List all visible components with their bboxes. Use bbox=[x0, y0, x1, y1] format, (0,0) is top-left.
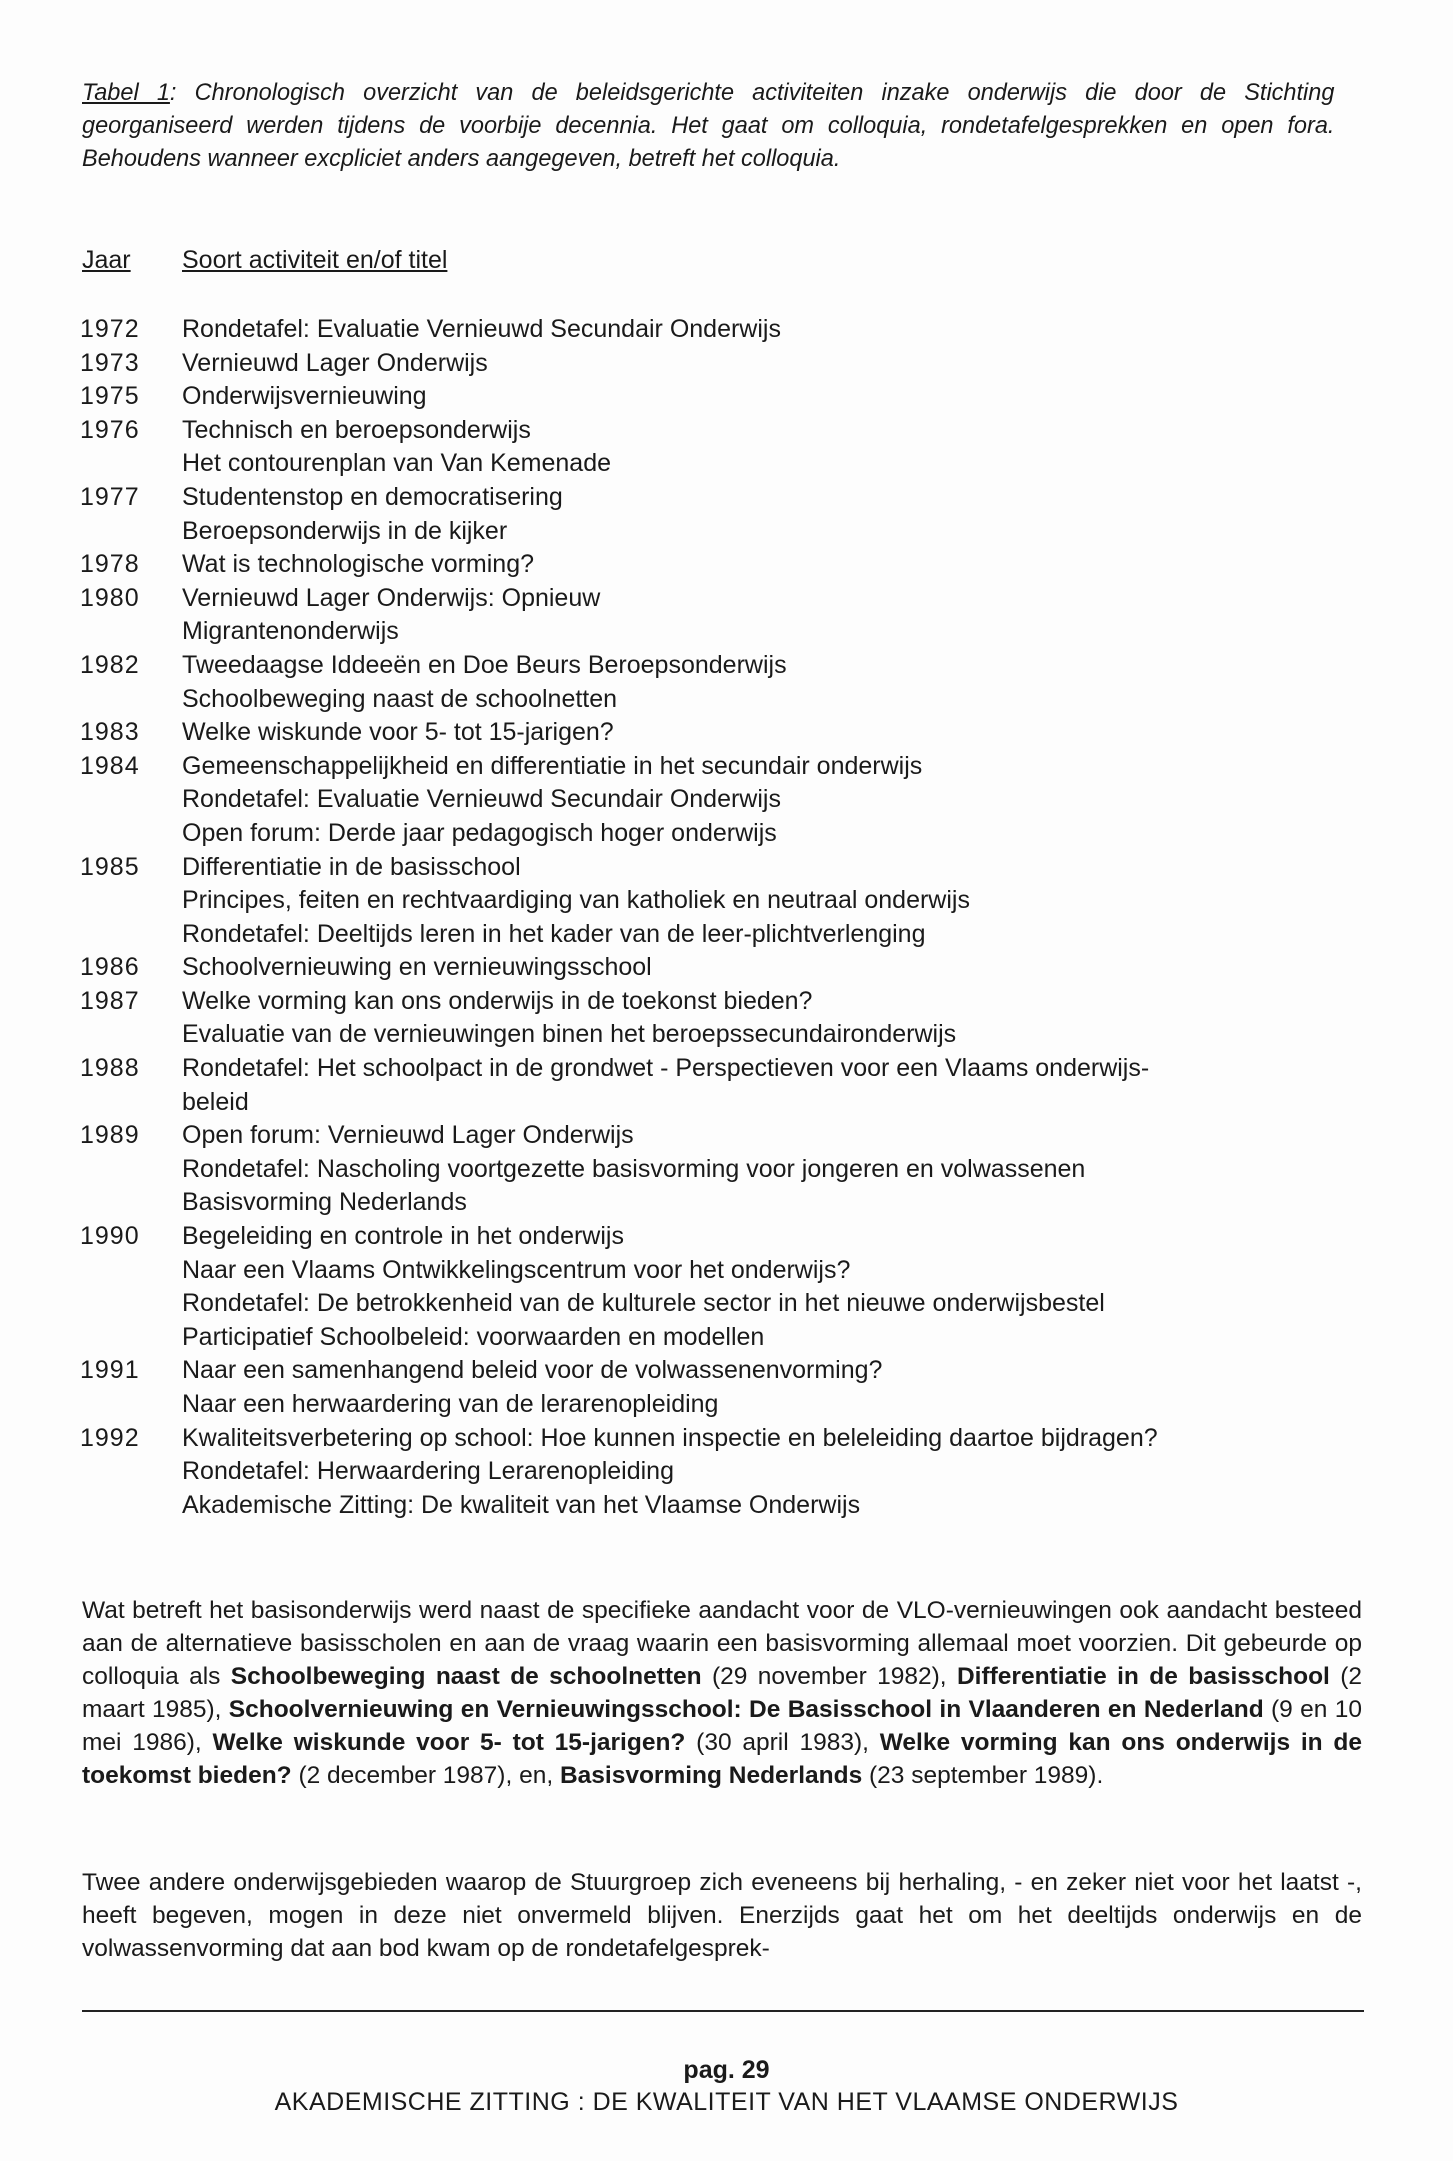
row-year: 1975 bbox=[80, 382, 140, 411]
row-activity: Differentiatie in de basisschool bbox=[182, 852, 521, 881]
row-year: 1983 bbox=[80, 718, 140, 747]
row-year: 1972 bbox=[80, 315, 140, 343]
caption-label: Tabel 1 bbox=[82, 79, 170, 106]
table-row bbox=[80, 1018, 1380, 1052]
row-activity: Onderwijsvernieuwing bbox=[182, 382, 427, 411]
table-row bbox=[80, 1354, 1380, 1388]
table-row bbox=[80, 380, 1380, 414]
row-year: 1989 bbox=[80, 1121, 140, 1150]
colloquium-title: Welke vorming kan ons onderwijs in de toekomst bieden? bbox=[82, 1729, 1363, 1789]
colloquium-title: Differentiatie in de basisschool bbox=[956, 1663, 1330, 1690]
table-row bbox=[80, 951, 1380, 985]
row-year: 1973 bbox=[80, 348, 140, 377]
header-year: Jaar bbox=[82, 246, 131, 274]
paragraph-text: (2 december 1987), en, bbox=[291, 1762, 560, 1789]
table-row bbox=[80, 1086, 1380, 1120]
row-activity: Kwaliteitsverbetering op school: Hoe kunnen inspectie en beleleiding daartoe bijdragen? bbox=[182, 1423, 1158, 1452]
table-row bbox=[80, 1422, 1380, 1456]
row-activity: Akademische Zitting: De kwaliteit van het Vlaamse Onderwijs bbox=[182, 1490, 861, 1519]
row-activity: Naar een Vlaams Ontwikkelingscentrum voor het onderwijs? bbox=[182, 1255, 851, 1284]
paragraph-text: (29 november 1982), bbox=[701, 1663, 957, 1690]
row-year: 1990 bbox=[80, 1222, 140, 1251]
colloquium-title: Welke wiskunde voor 5- tot 15-jarigen? bbox=[212, 1729, 686, 1756]
row-year: 1977 bbox=[80, 482, 140, 511]
paragraph-text: Wat betreft het basisonderwijs werd naast de specifieke aandacht voor de VLO-vernieuwingen ook aandacht besteed aan de alternatieve basisscholen en aan de vraag waarin een basisvorming allemaal moet voorzien. Dit gebeurde op colloquia als bbox=[82, 1597, 1362, 1690]
row-year: 1987 bbox=[80, 986, 140, 1015]
paragraph-text: (2 maart 1985), bbox=[82, 1663, 1363, 1723]
row-activity: Het contourenplan van Van Kemenade bbox=[182, 449, 612, 478]
row-year: 1980 bbox=[80, 583, 140, 612]
row-activity: Open forum: Vernieuwd Lager Onderwijs bbox=[182, 1121, 634, 1150]
table-row bbox=[80, 750, 1380, 784]
table-row bbox=[80, 481, 1380, 515]
row-activity: Participatief Schoolbeleid: voorwaarden en modellen bbox=[182, 1322, 765, 1351]
row-activity: Studentenstop en democratisering bbox=[182, 482, 563, 511]
row-year: 1986 bbox=[80, 953, 140, 982]
row-activity: Welke vorming kan ons onderwijs in de toekonst bieden? bbox=[182, 986, 813, 1015]
paragraph-text: (30 april 1983), bbox=[685, 1729, 880, 1756]
row-activity: Rondetafel: Nascholing voortgezette basisvorming voor jongeren en volwassenen bbox=[182, 1154, 1086, 1183]
row-activity: Schoolbeweging naast de schoolnetten bbox=[182, 684, 618, 713]
table-row bbox=[80, 851, 1380, 885]
table-row bbox=[80, 1119, 1380, 1153]
table-row bbox=[80, 548, 1380, 582]
header-activity: Soort activiteit en/of titel bbox=[182, 246, 448, 274]
activity-table bbox=[80, 313, 1380, 1522]
row-activity: Rondetafel: Het schoolpact in de grondwet - Perspectieven voor een Vlaams onderwijs- bbox=[182, 1054, 1150, 1083]
paragraph-basisonderwijs bbox=[82, 1594, 1362, 1792]
row-year: 1992 bbox=[80, 1423, 140, 1452]
footer-rule bbox=[82, 2010, 1364, 2012]
table-row bbox=[80, 1489, 1380, 1523]
row-activity: Evaluatie van de vernieuwingen binen het beroepssecundaironderwijs bbox=[182, 1020, 957, 1049]
colloquium-title: Schoolbeweging naast de schoolnetten bbox=[230, 1663, 702, 1690]
row-activity: Naar een herwaardering van de lerarenopleiding bbox=[182, 1390, 719, 1418]
row-activity: Vernieuwd Lager Onderwijs: Opnieuw bbox=[182, 583, 601, 612]
table-row bbox=[80, 615, 1380, 649]
row-activity: Technisch en beroepsonderwijs bbox=[182, 415, 531, 444]
row-year: 1976 bbox=[80, 415, 140, 444]
table-row bbox=[80, 1220, 1380, 1254]
table-row bbox=[80, 783, 1380, 817]
row-activity: Wat is technologische vorming? bbox=[182, 550, 535, 579]
paragraph-text: (9 en 10 mei 1986), bbox=[82, 1696, 1362, 1756]
table-row bbox=[80, 347, 1380, 381]
table-row bbox=[80, 817, 1380, 851]
table-row bbox=[80, 985, 1380, 1019]
table-row bbox=[80, 1455, 1380, 1489]
row-activity: Tweedaagse Iddeeën en Doe Beurs Beroepsonderwijs bbox=[182, 650, 787, 679]
caption-text: : Chronologisch overzicht van de beleidsgerichte activiteiten inzake onderwijs die door de Stichting georganiseerd werden tijdens de voorbije decennia. Het gaat om colloquia, rondetafelgesprekken en open fora. Behoudens wanneer excpliciet anders aangegeven, betreft het colloquia. bbox=[82, 79, 1335, 172]
table-row bbox=[80, 1153, 1380, 1187]
table-row bbox=[80, 1287, 1380, 1321]
colloquium-title: Schoolvernieuwing en Vernieuwingsschool: De Basisschool in Vlaanderen en Nederland bbox=[228, 1696, 1264, 1723]
row-activity: Open forum: Derde jaar pedagogisch hoger onderwijs bbox=[182, 818, 777, 847]
row-activity: Schoolvernieuwing en vernieuwingsschool bbox=[182, 953, 652, 982]
table-row bbox=[80, 716, 1380, 750]
running-footer: AKADEMISCHE ZITTING : DE KWALITEIT VAN HET VLAAMSE ONDERWIJS bbox=[274, 2088, 1179, 2116]
table-row bbox=[80, 1052, 1380, 1086]
row-activity: Naar een samenhangend beleid voor de volwassenenvorming? bbox=[182, 1356, 883, 1385]
row-year: 1988 bbox=[80, 1054, 140, 1083]
row-activity: Rondetafel: Deeltijds leren in het kader van de leer-plichtverlenging bbox=[182, 919, 926, 948]
table-caption bbox=[82, 76, 1334, 175]
table-row bbox=[80, 918, 1380, 952]
table-row bbox=[80, 582, 1380, 616]
row-activity: Rondetafel: Evaluatie Vernieuwd Secundair Onderwijs bbox=[182, 785, 781, 814]
row-year: 1978 bbox=[80, 550, 140, 579]
table-row bbox=[80, 515, 1380, 549]
table-row bbox=[80, 313, 1380, 347]
table-row bbox=[80, 649, 1380, 683]
row-year: 1985 bbox=[80, 852, 140, 881]
table-row bbox=[80, 447, 1380, 481]
paragraph-onderwijsgebieden: Twee andere onderwijsgebieden waarop de Stuurgroep zich eveneens bij herhaling, - en zeker niet voor het laatst -, heeft begeven, mogen in deze niet onvermeld blijven. Enerzijds gaat het om het deeltijds onderwijs en de volwassenvorming dat aan bod kwam op de rondetafelgesprek- bbox=[82, 1869, 1362, 1962]
row-activity: Gemeenschappelijkheid en differentiatie in het secundair onderwijs bbox=[182, 751, 923, 780]
row-year: 1982 bbox=[80, 650, 140, 679]
row-activity: Begeleiding en controle in het onderwijs bbox=[182, 1222, 624, 1251]
row-year: 1991 bbox=[80, 1356, 140, 1385]
table-row bbox=[80, 1388, 1380, 1422]
row-activity: Basisvorming Nederlands bbox=[182, 1188, 467, 1217]
row-activity: beleid bbox=[182, 1087, 249, 1116]
row-activity: Rondetafel: De betrokkenheid van de kulturele sector in het nieuwe onderwijsbestel bbox=[182, 1289, 1105, 1318]
paragraph-text: (23 september 1989). bbox=[862, 1762, 1104, 1789]
page-number: pag. 29 bbox=[683, 2056, 770, 2084]
row-activity: Beroepsonderwijs in de kijker bbox=[182, 516, 508, 545]
row-year: 1984 bbox=[80, 751, 140, 780]
table-row bbox=[80, 1254, 1380, 1288]
table-row bbox=[80, 683, 1380, 717]
row-activity: Vernieuwd Lager Onderwijs bbox=[182, 348, 488, 377]
table-row bbox=[80, 1186, 1380, 1220]
table-row bbox=[80, 414, 1380, 448]
table-row bbox=[80, 1321, 1380, 1355]
row-activity: Rondetafel: Herwaardering Lerarenopleiding bbox=[182, 1457, 674, 1486]
row-activity: Rondetafel: Evaluatie Vernieuwd Secundair Onderwijs bbox=[182, 315, 781, 343]
row-activity: Migrantenonderwijs bbox=[182, 617, 399, 646]
colloquium-title: Basisvorming Nederlands bbox=[559, 1762, 863, 1789]
table-row bbox=[80, 884, 1380, 918]
row-activity: Principes, feiten en rechtvaardiging van katholiek en neutraal onderwijs bbox=[182, 886, 970, 915]
row-activity: Welke wiskunde voor 5- tot 15-jarigen? bbox=[182, 718, 614, 747]
